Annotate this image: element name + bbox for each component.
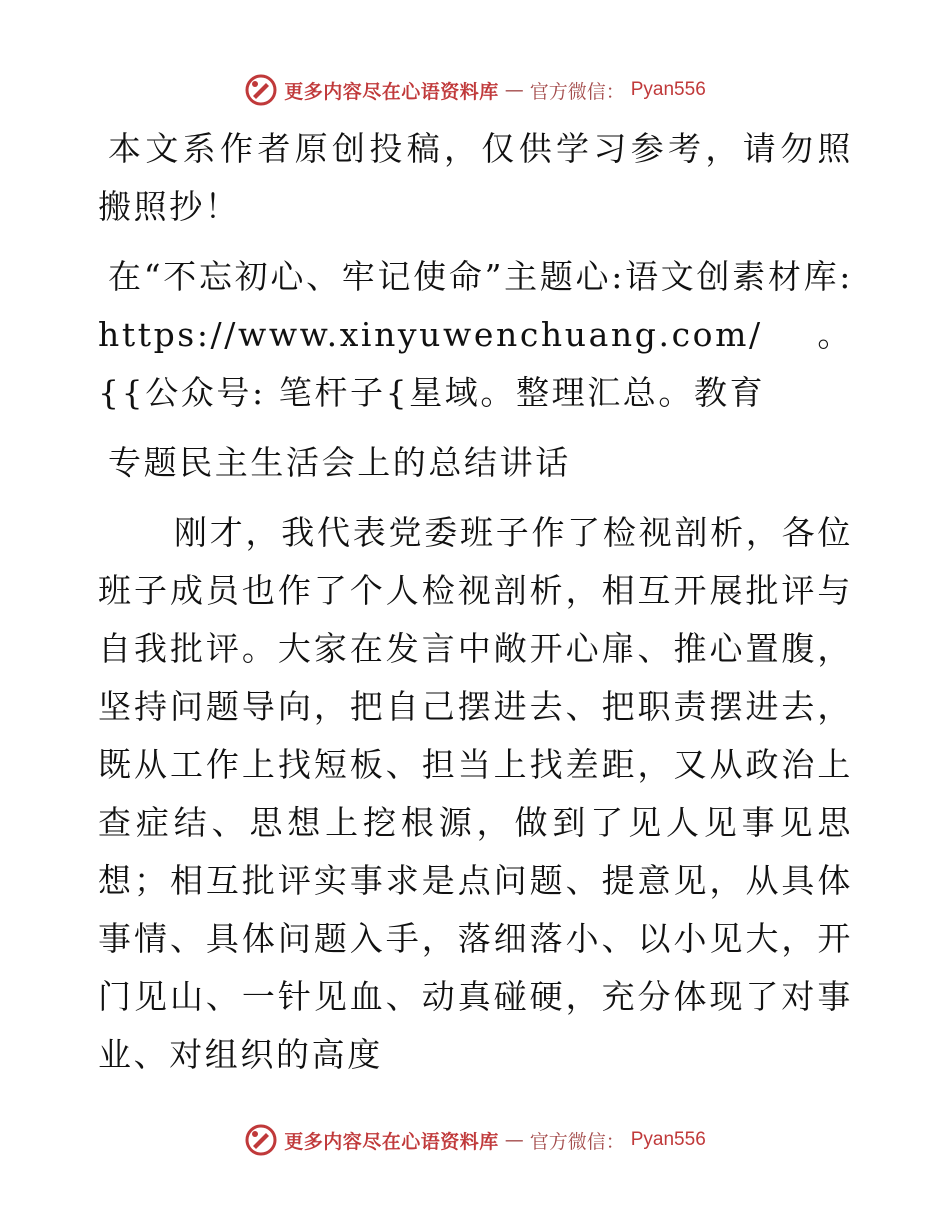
document-body [98,120,853,1084]
body-paragraph: 刚才，我代表党委班子作了检视剖析，各位班子成员也作了个人检视剖析，相互开展批评与自我批评。大家在发言中敞开心扉、推心置腹，坚持问题导向，把自己摆进去、把职责摆进去，既从工作上找短板、担当上找差距，又从政治上查症结、思想上挖根源，做到了见人见事见思想；相互批评实事求是点问题、提意见，从具体事情、具体问题入手，落细落小、以小见大，开门见山、一针见血、动真碰硬，充分体现了对事业、对组织的高度 [98,513,853,1074]
banner-official-label: 官方微信： [529,80,625,103]
logo-icon [244,1123,278,1157]
banner-text: 更多内容尽在心语资料库 [284,1130,499,1153]
header-banner [0,70,950,110]
footer-banner [0,1120,950,1160]
banner-dash: — [504,79,524,101]
banner-wechat-id: Pyan556 [630,1129,706,1150]
source-paragraph: 在“不忘初心、牢记使命”主题心:语文创素材库: https://www.xinyuwenchuang.com/。{{公众号: 笔杆子{星域。整理汇总。教育 [98,257,853,412]
banner-wechat-id: Pyan556 [630,79,706,100]
banner-official-label: 官方微信： [529,1130,625,1153]
document-title: 专题民主生活会上的总结讲话 [108,443,571,482]
copyright-notice: 本文系作者原创投稿，仅供学习参考，请勿照搬照抄！ [98,129,853,226]
banner-dash: — [504,1129,524,1151]
logo-icon [244,73,278,107]
banner-text: 更多内容尽在心语资料库 [284,80,499,103]
